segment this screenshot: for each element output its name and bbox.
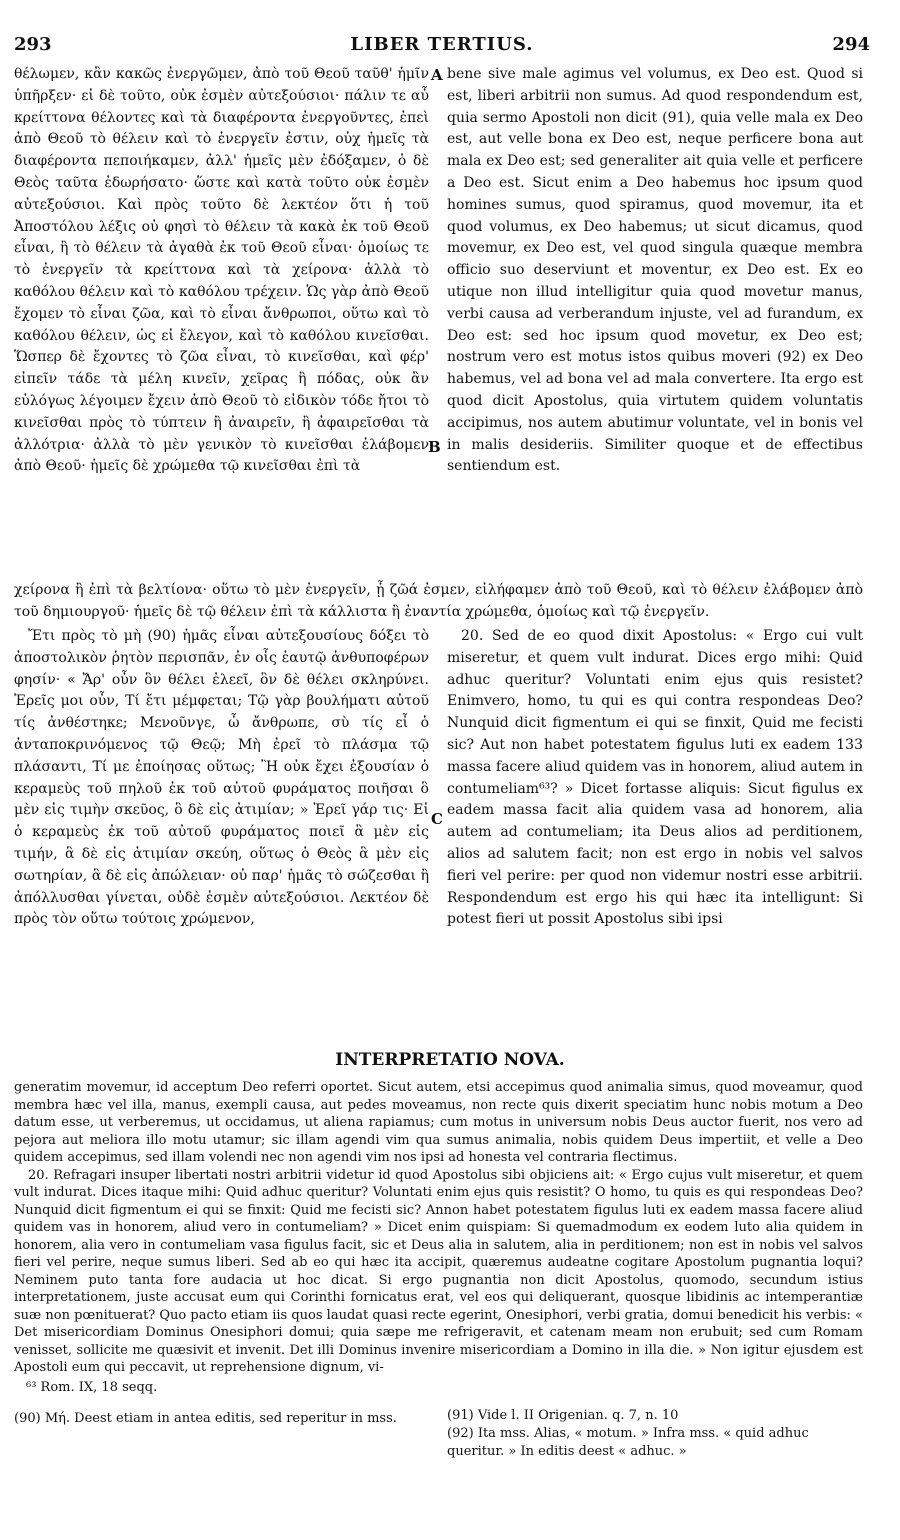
latin-column-bottom	[447, 626, 863, 931]
greek-column-bottom	[14, 626, 429, 931]
left-page-number: 293	[14, 34, 52, 55]
footnotes-right	[447, 1407, 863, 1461]
latin-text-bottom: 20. Sed de eo quod dixit Apostolus: « Ergo cui vult miseretur, et quem vult indurat. Dices ergo mihi: Quid adhuc queritur? Voluntati enim ejus quis resistet? Enimvero, homo, tu qui es qui contra respondeas Deo? Nunquid dicit figmentum ei qui se finxit, Quid me fecisti sic? Aut non habet potestatem figulus luti ex eadem 133 massa facere aliud quidem vas in honorem, aliud autem in contumeliam⁶³? » Dicet fortasse aliquis: Sicut figulus ex eadem massa facit alia quidem vasa ad honorem, alia autem ad contumeliam; ita Deus alios ad perditionem, alios ad salutem facit; non est ergo in nobis vel salvos fieri vel perire: per quod non videmur nostri esse arbitrii. Respondendum est ergo his qui hæc ita intelligunt: Si potest fieri ut possit Apostolus sibi ipsi	[447, 628, 863, 928]
margin-marker-c: C	[431, 810, 443, 828]
greek-spanning-lines: χείρονα ἢ ἐπὶ τὰ βελτίονα· οὕτω τὸ μὲν ἐνεργεῖν, ᾗ ζῶά ἐσμεν, εἰλήφαμεν ἀπὸ τοῦ Θεοῦ, καὶ τὸ θέλειν ἐλάβομεν ἀπὸ τοῦ δημιουργοῦ· ἡμεῖς δὲ τῷ θέλειν ἐπὶ τὰ κάλλιστα ἢ ἐναντία χρώμεθα, ὁμοίως καὶ τῷ ἐνεργεῖν.	[14, 582, 863, 620]
footnote-91: (91) Vide l. II Origenian. q. 7, n. 10	[447, 1408, 679, 1423]
greek-text-bottom: Ἔτι πρὸς τὸ μὴ (90) ἡμᾶς εἶναι αὐτεξουσίους δόξει τὸ ἀποστολικὸν ῥητὸν περισπᾶν, ἐν οἷς ἑαυτῷ ἀνθυποφέρων φησίν· « Ἄρ' οὖν ὃν θέλει ἐλεεῖ, ὃν δὲ θέλει σκληρύνει. Ἐρεῖς μοι οὖν, Τί ἔτι μέμφεται; Τῷ γὰρ βουλήματι αὐτοῦ τίς ἀνθέστηκε; Μενοῦνγε, ὦ ἄνθρωπε, σὺ τίς εἶ ὁ ἀνταποκρινόμενος τῷ Θεῷ; Μὴ ἐρεῖ τὸ πλάσμα τῷ πλάσαντι, Τί με ἐποίησας οὕτως; Ἢ οὐκ ἔχει ἐξουσίαν ὁ κεραμεὺς τοῦ πηλοῦ ἐκ τοῦ αὐτοῦ φυράματος ποιῆσαι ὃ μὲν εἰς τιμὴν σκεῦος, ὃ δὲ εἰς ἀτιμίαν; » Ἐρεῖ γάρ τις· Εἰ ὁ κεραμεὺς ἐκ τοῦ αὐτοῦ φυράματος ποιεῖ ἃ μὲν εἰς τιμήν, ἃ δὲ εἰς ἀτιμίαν σκεύη, οὕτως ὁ Θεὸς ἃ μὲν εἰς σωτηρίαν, ἃ δὲ εἰς ἀπώλειαν· οὐ παρ' ἡμᾶς τὸ σώζεσθαι ἢ ἀπόλλυσθαι γίνεται, οὐδὲ ἐσμὲν αὐτεξούσιοι. Λεκτέον δὲ πρὸς τὸν οὕτω τούτοις χρώμενον,	[14, 628, 429, 928]
footnotes-left	[14, 1410, 409, 1428]
interpretatio-paragraph-2: 20. Refragari insuper libertati nostri arbitrii videtur id quod Apostolus sibi objiciens ait: « Ergo cujus vult miseretur, et quem vult indurat. Dices itaque mihi: Quid adhuc queritur? Voluntati enim ejus quis resistit? O homo, tu quis es qui respondeas Deo? Nunquid dicit figmentum ei qui se finxit: Quid me fecisti sic? Annon habet potestatem figulus luti ex eadem massa facere aliud quidem vas in honorem, aliud vero in contumeliam? » Dicet enim quispiam: Si quemadmodum ex eodem luto alia quidem in honorem, alia vero in contumeliam vasa figulus facit, sic et Deus alia in salutem, alia in perditionem; non est in nobis vel salvos fieri vel perire, neque sumus liberi. Sed ab eo qui hæc ita accipit, quæremus audeatne cogitare Apostolum pugnantia loqui? Neminem puto tanta fore audacia ut hoc dicat. Si ergo pugnantia non dicit Apostolus, quomodo, secundum istius interpretationem, juste accusat eum qui Corinthi fornicatus erat, vel eos qui deliquerant, quosque libidinis ac intemperantiæ suæ non pœnituerat? Quo pacto etiam iis quos laudat quasi recte egerint, Onesiphori, verbi gratia, domui benedicit his verbis: « Det misericordiam Dominus Onesiphori domui; quia sæpe me refrigeravit, et catenam meam non erubuit; sed cum Romam venisset, sollicite me quæsivit et invenit. Det illi Dominus invenire misericordiam a Domino in illa die. » Non igitur ejusdem est Apostoli eum qui peccavit, ut reprehensione dignum, vi-	[14, 1167, 863, 1375]
interpretatio-block	[14, 1079, 863, 1377]
footnote-92: (92) Ita mss. Alias, « motum. » Infra mss. « quid adhuc queritur. » In editis deest « adhuc. »	[447, 1426, 809, 1459]
greek-text-top: θέλωμεν, κἂν κακῶς ἐνεργῶμεν, ἀπὸ τοῦ Θεοῦ ταῦθ' ἡμῖν ὑπῆρξεν· εἰ δὲ τοῦτο, οὐκ ἐσμὲν αὐτεξούσιοι· πάλιν τε αὖ κρείττονα θέλοντες καὶ τὰ διαφέροντα ἐνεργοῦντες, ἐπεὶ ἀπὸ Θεοῦ τὸ θέλειν καὶ τὸ ἐνεργεῖν ἐστιν, οὐχ ἡμεῖς τὰ διαφέροντα πεποιήκαμεν, ἀλλ' ἡμεῖς μὲν ἐδόξαμεν, ὁ δὲ Θεὸς ταῦτα ἐδωρήσατο· ὥστε καὶ κατὰ τοῦτο οὐκ ἐσμὲν αὐτεξούσιοι. Καὶ πρὸς τοῦτο δὲ λεκτέον ὅτι ἡ τοῦ Ἀποστόλου λέξις οὐ φησὶ τὸ θέλειν τὰ κακὰ ἐκ τοῦ Θεοῦ εἶναι, ἢ τὸ θέλειν τὰ ἀγαθὰ ἐκ τοῦ Θεοῦ εἶναι· ὁμοίως τε τὸ ἐνεργεῖν τὰ κρείττονα καὶ τὰ χείρονα· ἀλλὰ τὸ καθόλου θέλειν καὶ τὸ καθόλου τρέχειν. Ὡς γὰρ ἀπὸ Θεοῦ ἔχομεν τὸ εἶναι ζῶα, καὶ τὸ εἶναι ἄνθρωποι, οὕτω καὶ τὸ καθόλου θέλειν, ὡς εἰ ἔλεγον, καὶ τὸ καθόλου κινεῖσθαι. Ὥσπερ δὲ ἔχοντες τὸ ζῶα εἶναι, τὸ κινεῖσθαι, καὶ φέρ' εἰπεῖν τάδε τὰ μέλη κινεῖν, χεῖρας ἢ πόδας, οὐκ ἂν εὐλόγως λέγοιμεν ἔχειν ἀπὸ Θεοῦ τὸ εἰδικὸν τόδε ἤτοι τὸ κινεῖσθαι πρὸς τὸ τύπτειν ἢ ἀναιρεῖν, ἢ ἀφαιρεῖσθαι τὰ ἀλλότρια· ἀλλὰ τὸ μὲν γενικὸν τὸ κινεῖσθαι ἐλάβομεν ἀπὸ Θεοῦ· ἡμεῖς δὲ χρώμεθα τῷ κινεῖσθαι ἐπὶ τὰ	[14, 66, 429, 475]
footnote-63: ⁶³ Rom. IX, 18 seqq.	[26, 1380, 158, 1395]
running-title: LIBER TERTIUS.	[350, 34, 534, 55]
interpretatio-paragraph-1: generatim movemur, id acceptum Deo referri oportet. Sicut autem, etsi accepimus quod animalia simus, quod moveamur, quod membra hæc vel illa, manus, exempli causa, aut pedes moveamus, non recte quis dixerit speciatim hunc nobis motum a Deo datum esse, ut verberemus, ut occidamus, ut aliena rapiamus; cum motus in universum nobis Deus auctor fuerit, nos vero ad pejora aut meliora illo motu utamur; sic illam agendi vim qua sumus animalia, nobis quidem Deus impertiit, et velle a Deo quidem accepimus, sed illam volendi nec non agendi vim nos ipsi ad honesta vel contraria flectimus.	[14, 1080, 863, 1165]
interpretatio-heading: INTERPRETATIO NOVA.	[335, 1050, 565, 1070]
latin-column-top	[447, 64, 863, 478]
margin-marker-a: A	[431, 66, 443, 84]
footnote-90: (90) Μή. Deest etiam in antea editis, sed reperitur in mss.	[14, 1411, 397, 1426]
right-page-number: 294	[832, 34, 870, 55]
latin-text-top: bene sive male agimus vel volumus, ex Deo est. Quod si est, liberi arbitrii non sumus. Ad quod respondendum est, quia sermo Apostoli non dicit (91), quia velle mala ex Deo est, aut velle bona ex Deo est, neque perficere bona aut mala ex Deo est; sed generaliter ait quia velle et perficere a Deo est. Sicut enim a Deo habemus hoc ipsum quod homines sumus, quod spiramus, quod movemur, ita et quod volumus, ex Deo habemus; ut sicut dicamus, quod movemur, ex Deo est, vel quod singula quæque membra officio suo deserviunt et moventur, ex Deo est. Ex eo utique non illud intelligitur quia quod movetur manus, verbi causa ad verberandum injuste, vel ad furandum, ex Deo est: sed hoc ipsum quod movetur, ex Deo est; nostrum vero est motus istos quibus moveri (92) ex Deo habemus, vel ad bona vel ad mala convertere. Ita ergo est quod dicit Apostolus, quia virtutem quidem voluntatis accipimus, nos autem abutimur voluntate, vel in bonis vel in malis desideriis. Similiter quoque et de effectibus sentiendum est.	[447, 66, 863, 475]
greek-column-top	[14, 64, 429, 478]
running-header	[14, 34, 870, 58]
margin-marker-b: B	[428, 438, 441, 456]
